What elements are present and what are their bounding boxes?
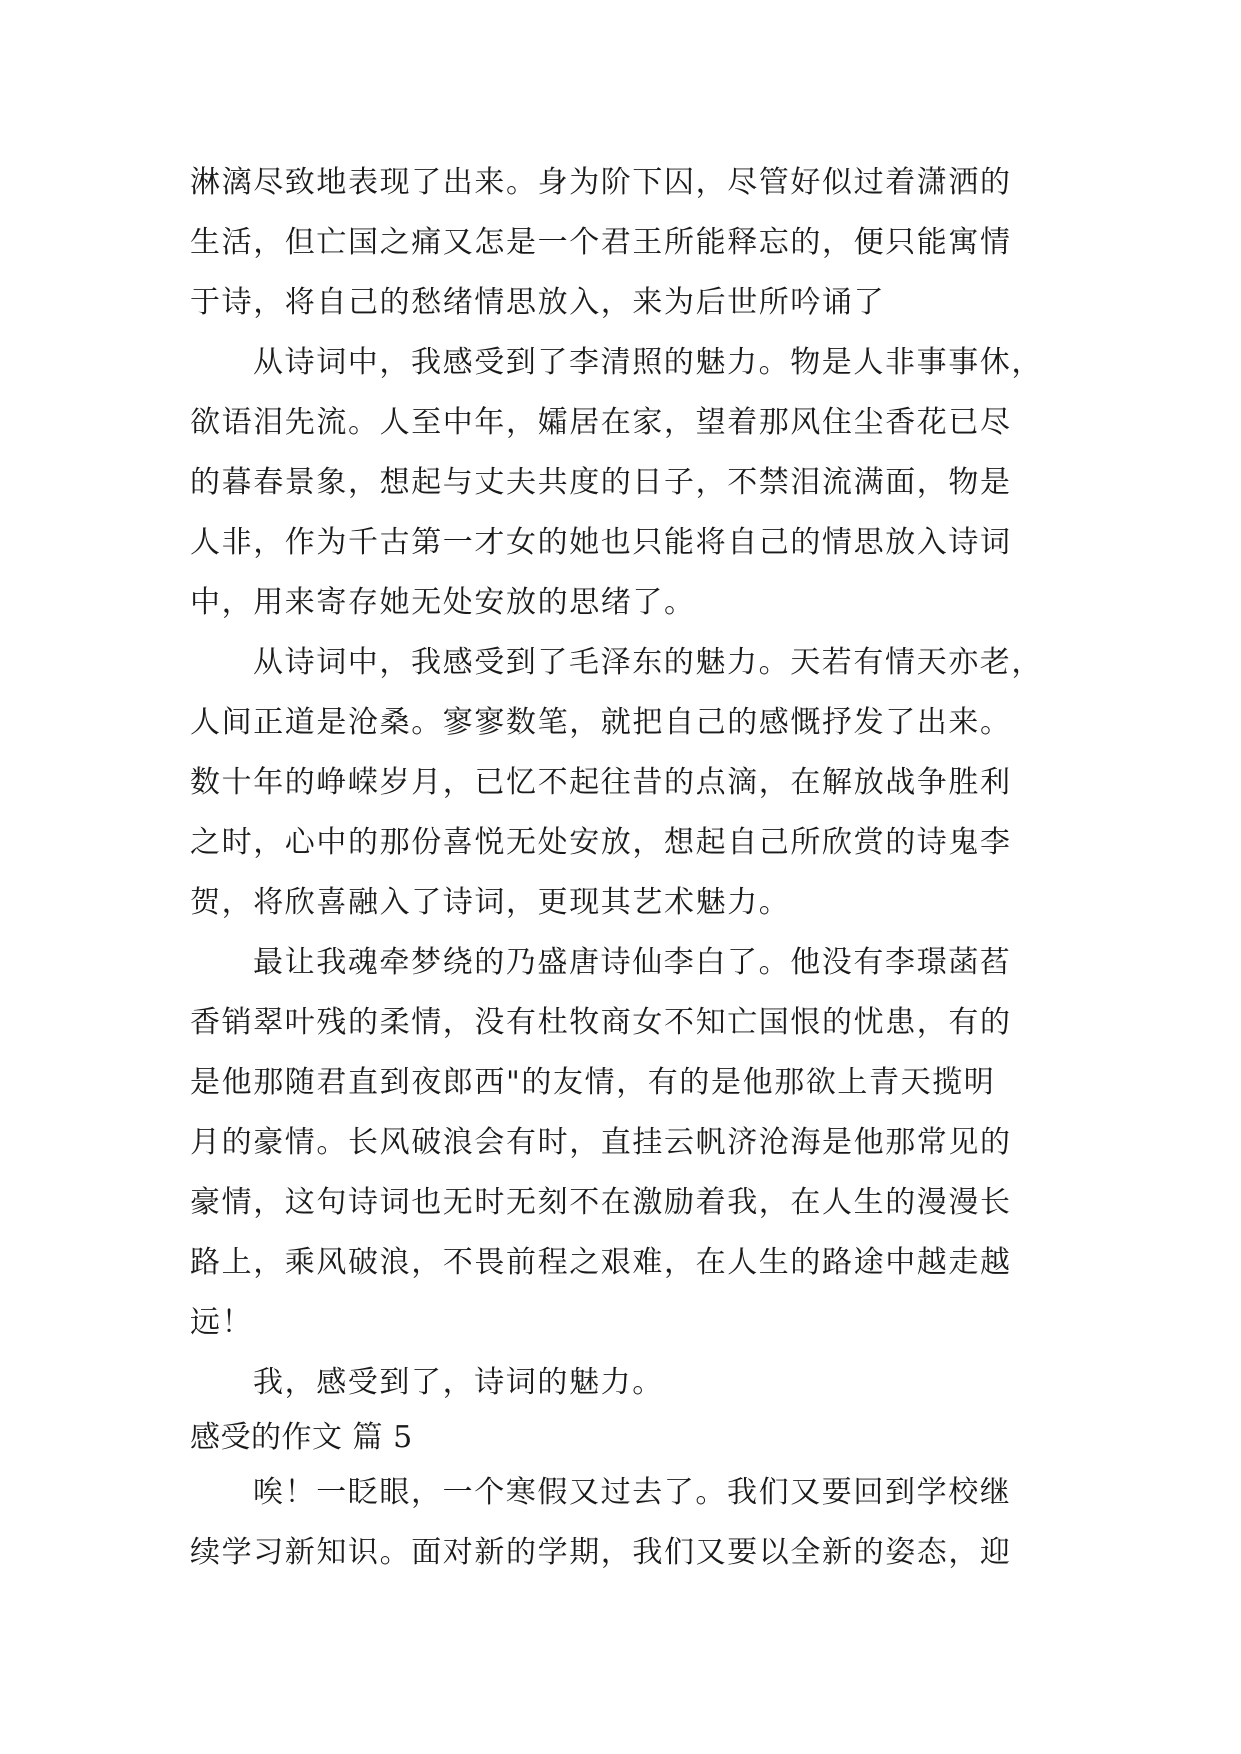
paragraph-line: 月的豪情。长风破浪会有时，直挂云帆济沧海是他那常见的 [190,1125,1012,1160]
paragraph-line: 最让我魂牵梦绕的乃盛唐诗仙李白了。他没有李璟菡萏 [253,945,1012,980]
paragraph-line: 从诗词中，我感受到了李清照的魅力。物是人非事事休， [253,345,1043,380]
paragraph-line: 生活，但亡国之痛又怎是一个君王所能释忘的，便只能寓情 [190,225,1012,260]
paragraph-line: 淋漓尽致地表现了出来。身为阶下囚，尽管好似过着潇洒的 [190,165,1012,200]
paragraph-line: 人间正道是沧桑。寥寥数笔，就把自己的感慨抒发了出来。 [190,705,1012,740]
paragraph-line: 的暮春景象，想起与丈夫共度的日子，不禁泪流满面，物是 [190,465,1012,500]
paragraph-line: 之时，心中的那份喜悦无处安放，想起自己所欣赏的诗鬼李 [190,825,1012,860]
paragraph-line: 贺，将欣喜融入了诗词，更现其艺术魅力。 [190,885,791,920]
paragraph-line: 是他那随君直到夜郎西"的友情，有的是他那欲上青天揽明 [190,1065,996,1100]
paragraph-line: 路上，乘风破浪，不畏前程之艰难，在人生的路途中越走越 [190,1245,1012,1280]
paragraph-line: 香销翠叶残的柔情，没有杜牧商女不知亡国恨的忧患，有的 [190,1005,1012,1040]
paragraph-line: 我，感受到了，诗词的魅力。 [253,1365,664,1400]
paragraph-line: 从诗词中，我感受到了毛泽东的魅力。天若有情天亦老， [253,645,1043,680]
paragraph-line: 续学习新知识。面对新的学期，我们又要以全新的姿态，迎 [190,1535,1012,1570]
paragraph-line: 人非，作为千古第一才女的她也只能将自己的情思放入诗词 [190,525,1012,560]
paragraph-line: 唉！一眨眼，一个寒假又过去了。我们又要回到学校继 [253,1475,1012,1510]
paragraph-line: 豪情，这句诗词也无时无刻不在激励着我，在人生的漫漫长 [190,1185,1012,1220]
paragraph-line: 数十年的峥嵘岁月，已忆不起往昔的点滴，在解放战争胜利 [190,765,1012,800]
paragraph-line: 欲语泪先流。人至中年，孀居在家，望着那风住尘香花已尽 [190,405,1012,440]
paragraph-line: 远！ [190,1305,254,1340]
section-heading: 感受的作文 篇 5 [190,1420,413,1455]
paragraph-line: 于诗，将自己的愁绪情思放入，来为后世所吟诵了 [190,285,886,320]
paragraph-line: 中，用来寄存她无处安放的思绪了。 [190,585,696,620]
